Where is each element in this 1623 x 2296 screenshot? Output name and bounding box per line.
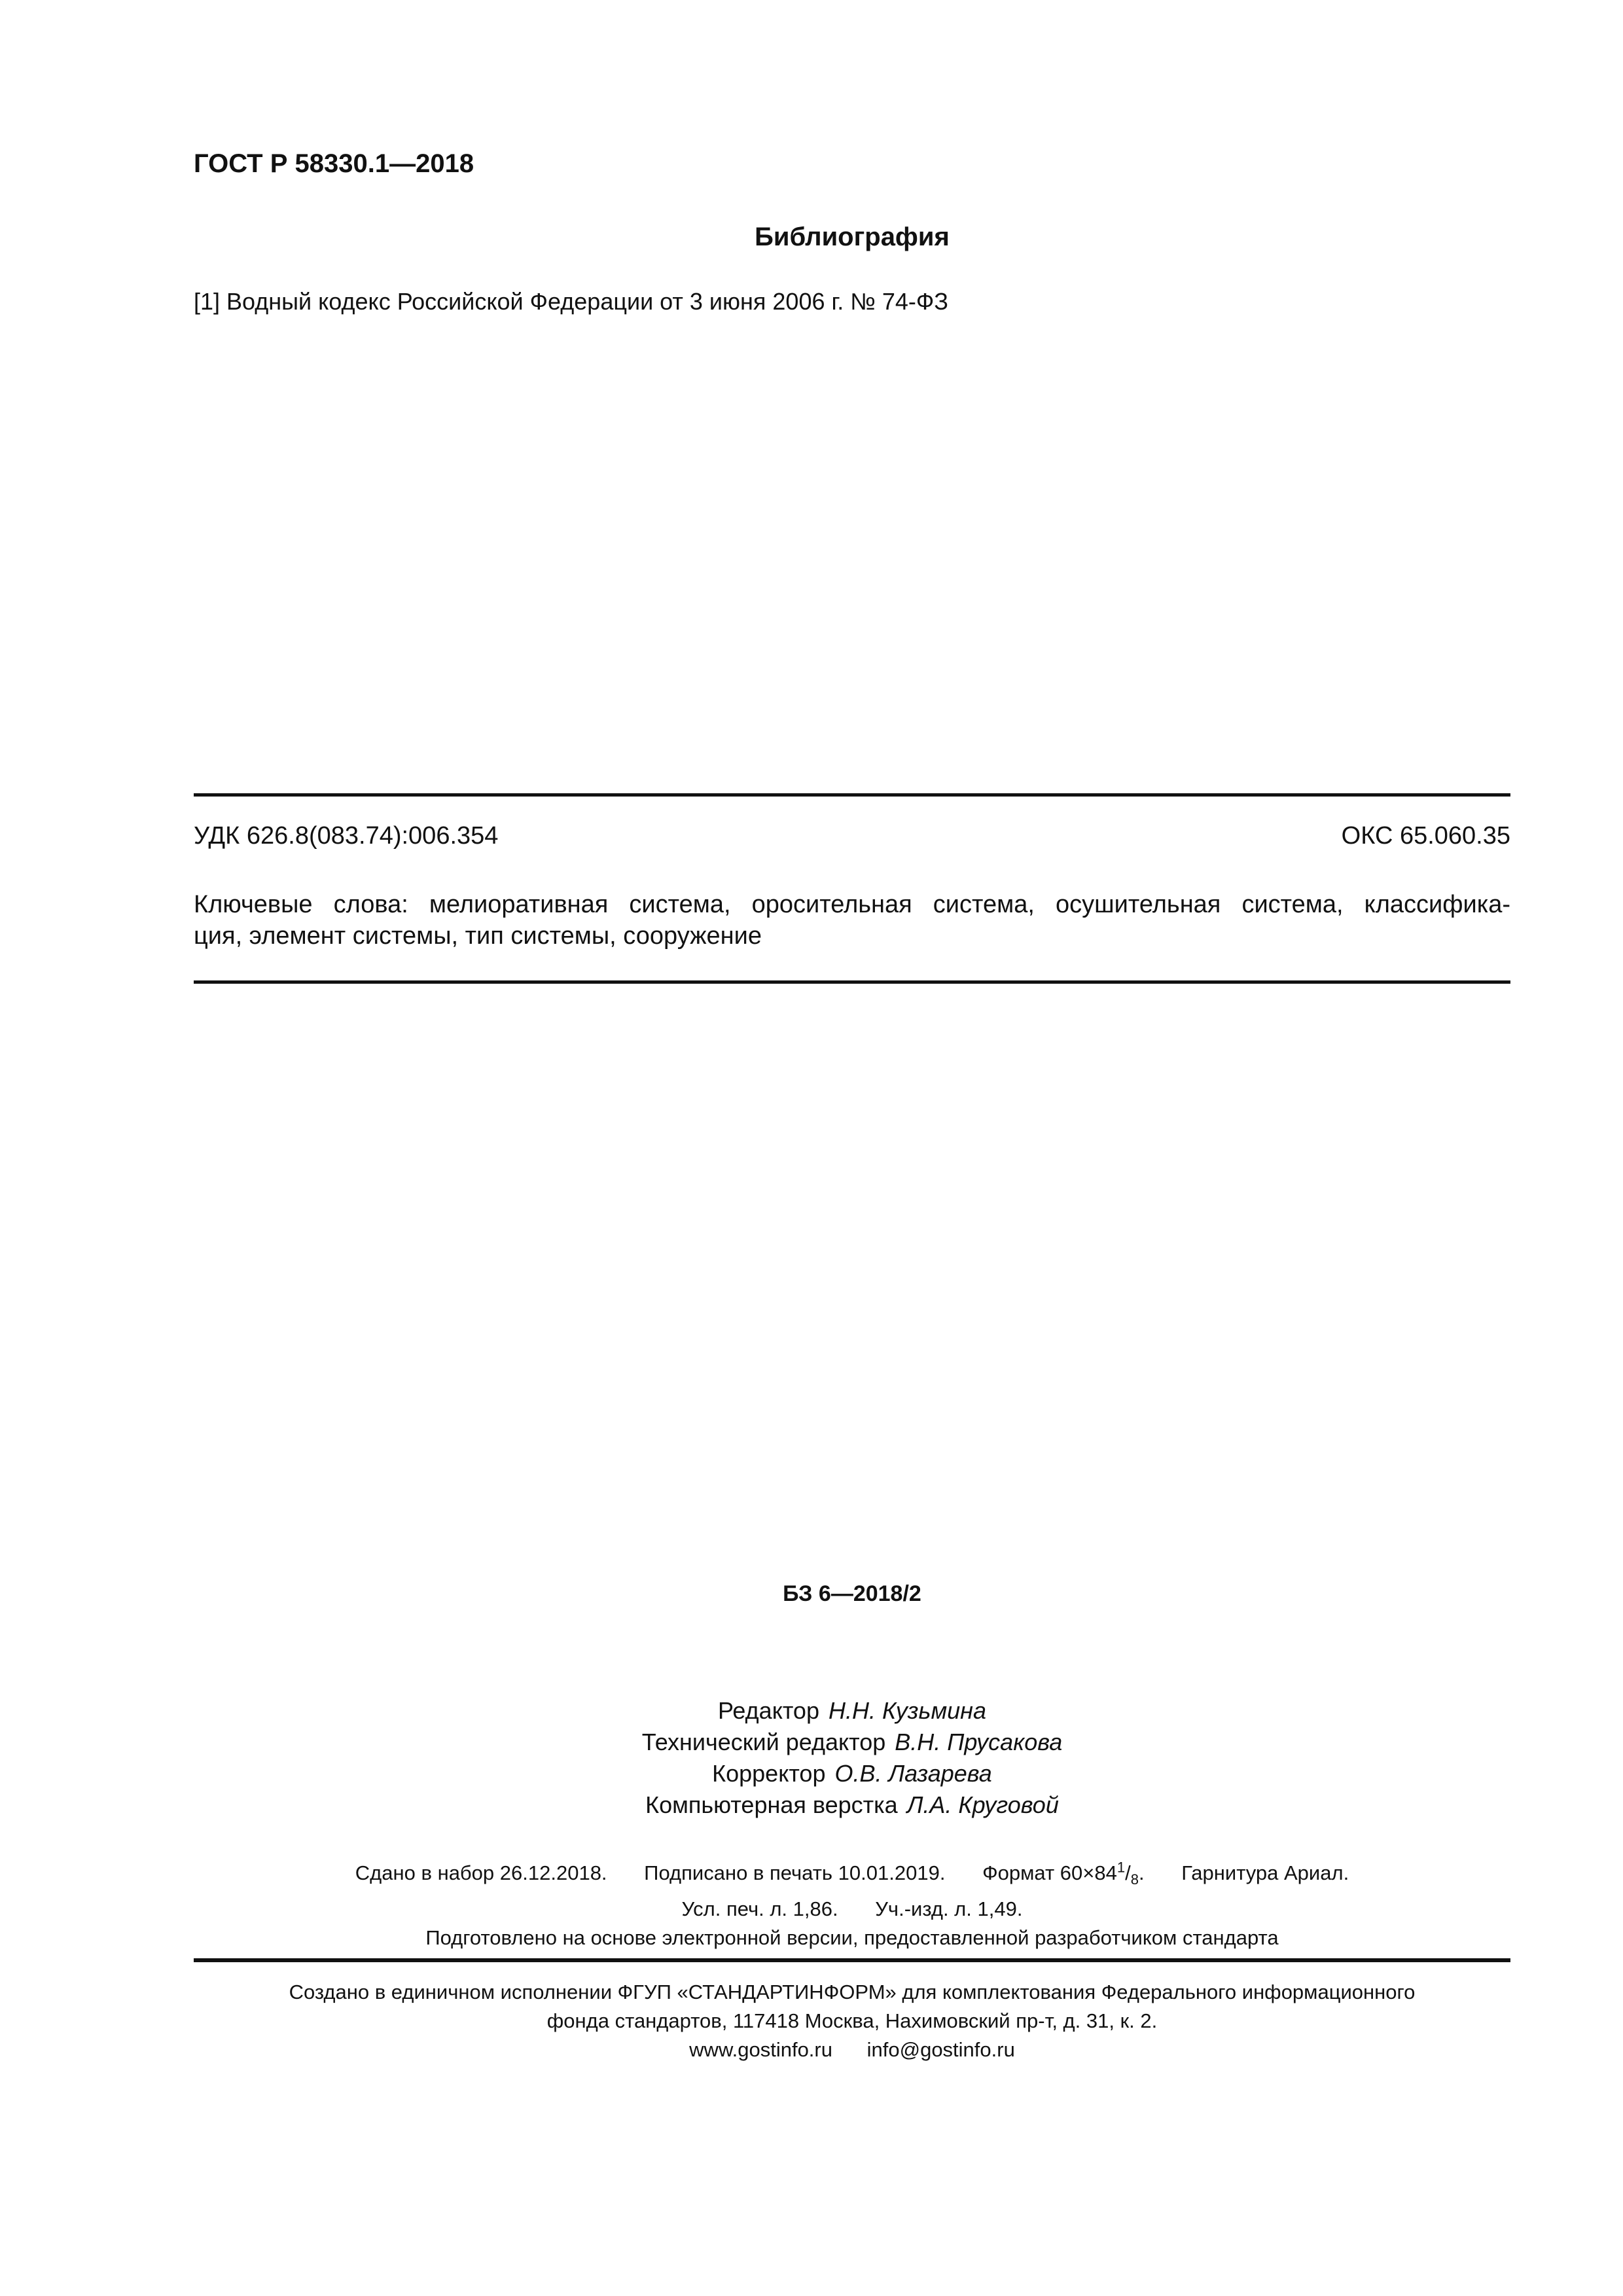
format-prefix: Формат 60×84 (982, 1861, 1117, 1885)
website-link[interactable]: www.gostinfo.ru (689, 2038, 832, 2061)
udk-code: УДК 626.8(083.74):006.354 (194, 822, 499, 850)
credit-editor (194, 1695, 1510, 1727)
credit-person: В.Н. Прусакова (895, 1729, 1063, 1755)
credit-role: Компьютерная верстка (645, 1791, 898, 1818)
credit-person: Л.А. Круговой (906, 1791, 1059, 1818)
footer-line: Создано в единичном исполнении ФГУП «СТАНДАРТИНФОРМ» для комплектования Федерального информационного (289, 1981, 1416, 2003)
bz-code: БЗ 6—2018/2 (783, 1581, 921, 1606)
credit-role: Технический редактор (641, 1729, 886, 1755)
email-link[interactable]: info@gostinfo.ru (866, 2038, 1015, 2061)
print-sheets: Усл. печ. л. 1,86. (681, 1897, 838, 1920)
credit-person: О.В. Лазарева (834, 1760, 992, 1787)
publication-info (194, 1854, 1510, 1952)
publisher-sheets: Уч.-изд. л. 1,49. (875, 1897, 1023, 1920)
keywords-block (194, 889, 1510, 952)
keywords-line: Ключевые слова: мелиоративная система, оросительная система, осушительная система, классифика- (194, 891, 1510, 918)
prepared-note: Подготовлено на основе электронной версии, предоставленной разработчиком стандарта (425, 1926, 1279, 1949)
credits-block (194, 1695, 1510, 1821)
credit-person: Н.Н. Кузьмина (828, 1697, 986, 1724)
format-numerator: 1 (1116, 1859, 1126, 1876)
submitted-date: Сдано в набор 26.12.2018. (355, 1861, 607, 1885)
format-denominator: 8 (1130, 1871, 1139, 1888)
divider-bottom (194, 1958, 1510, 1962)
bibliography-entry: [1] Водный кодекс Российской Федерации от 3 июня 2006 г. № 74-ФЗ (194, 288, 949, 315)
footer-contacts (194, 2036, 1510, 2064)
paper-format: Формат $60\times 84^1/_8$. (982, 1859, 1145, 1888)
format-suffix: . (1139, 1861, 1145, 1885)
divider-middle (194, 980, 1510, 984)
bibliography-title: Библиография (755, 223, 950, 251)
credit-corrector (194, 1758, 1510, 1789)
credit-tech-editor (194, 1727, 1510, 1758)
typeface: Гарнитура Ариал. (1181, 1861, 1349, 1885)
publisher-footer (194, 1978, 1510, 2064)
credit-role: Корректор (712, 1760, 826, 1787)
oks-code: ОКС 65.060.35 (1341, 822, 1510, 850)
keywords-line: ция, элемент системы, тип системы, сооружение (194, 922, 762, 950)
footer-line: фонда стандартов, 117418 Москва, Нахимовский пр-т, д. 31, к. 2. (546, 2009, 1158, 2032)
credit-role: Редактор (718, 1697, 819, 1724)
publication-row (194, 1895, 1510, 1924)
publication-row (194, 1854, 1510, 1895)
credit-layout (194, 1789, 1510, 1821)
divider-top (194, 793, 1510, 797)
document-code: ГОСТ Р 58330.1—2018 (194, 149, 474, 178)
signed-date: Подписано в печать 10.01.2019. (644, 1861, 946, 1885)
